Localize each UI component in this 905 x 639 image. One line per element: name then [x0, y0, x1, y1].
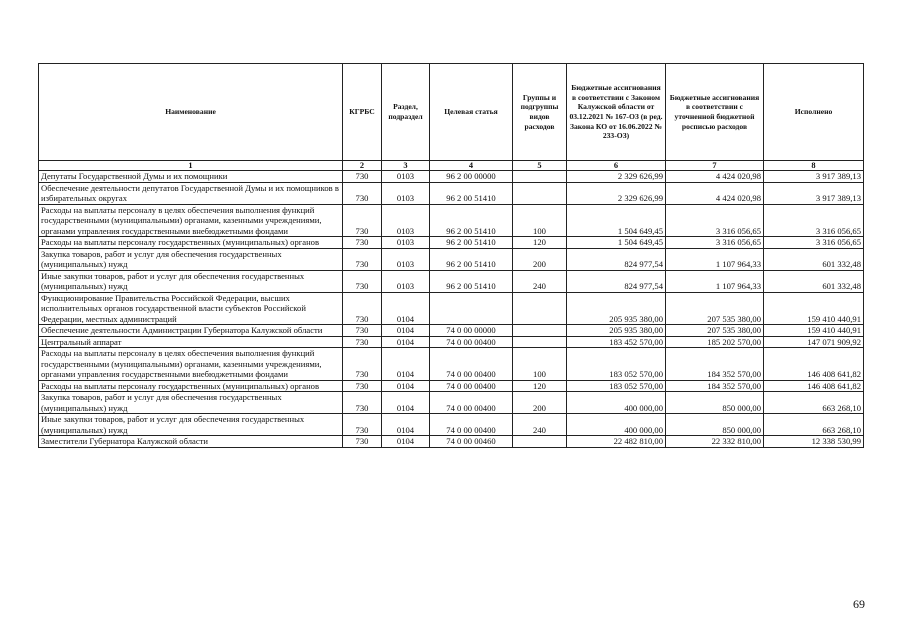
table-row — [39, 270, 864, 292]
row-kgrbs: 730 — [343, 348, 382, 381]
column-number: 8 — [764, 161, 864, 171]
table-row — [39, 392, 864, 414]
row-section: 0104 — [382, 336, 430, 348]
row-name: Обеспечение деятельности Администрации Губернатора Калужской области — [39, 325, 343, 337]
header-executed: Исполнено — [764, 64, 864, 161]
row-name: Иные закупки товаров, работ и услуг для обеспечения государственных (муниципальных) нужд — [39, 414, 343, 436]
header-kgrbs: КГРБС — [343, 64, 382, 161]
row-group — [513, 325, 567, 337]
row-section: 0104 — [382, 414, 430, 436]
row-name: Заместители Губернатора Калужской области — [39, 436, 343, 448]
row-target: 96 2 00 51410 — [430, 248, 513, 270]
row-law-allocation: 400 000,00 — [567, 414, 666, 436]
row-target: 74 0 00 00400 — [430, 380, 513, 392]
row-kgrbs: 730 — [343, 204, 382, 237]
row-group — [513, 292, 567, 325]
row-section: 0103 — [382, 171, 430, 183]
table-row — [39, 237, 864, 249]
table-row — [39, 325, 864, 337]
table-row — [39, 414, 864, 436]
budget-table — [38, 63, 864, 448]
row-name: Функционирование Правительства Российской Федерации, высших исполнительных органов государственной власти субъектов Российской Федерации, местных администраций — [39, 292, 343, 325]
page-number: 69 — [853, 597, 865, 611]
row-section: 0104 — [382, 380, 430, 392]
row-executed: 601 332,48 — [764, 248, 864, 270]
header-target: Целевая статья — [430, 64, 513, 161]
row-refined-allocation: 1 107 964,33 — [666, 248, 764, 270]
column-number: 6 — [567, 161, 666, 171]
column-number: 5 — [513, 161, 567, 171]
row-refined-allocation: 184 352 570,00 — [666, 380, 764, 392]
row-kgrbs: 730 — [343, 237, 382, 249]
row-executed: 12 338 530,99 — [764, 436, 864, 448]
header-section: Раздел, подраздел — [382, 64, 430, 161]
row-target: 74 0 00 00400 — [430, 348, 513, 381]
column-number: 1 — [39, 161, 343, 171]
row-group — [513, 436, 567, 448]
row-name: Расходы на выплаты персоналу в целях обеспечения выполнения функций государственными (муниципальными) органами, казенными учреждениями, органами управления государственными внебюджетными фондами — [39, 348, 343, 381]
table-row — [39, 336, 864, 348]
row-target: 74 0 00 00400 — [430, 414, 513, 436]
row-executed: 3 316 056,65 — [764, 204, 864, 237]
row-kgrbs: 730 — [343, 414, 382, 436]
row-refined-allocation: 207 535 380,00 — [666, 325, 764, 337]
row-law-allocation: 183 452 570,00 — [567, 336, 666, 348]
row-group — [513, 171, 567, 183]
row-kgrbs: 730 — [343, 182, 382, 204]
row-group: 240 — [513, 270, 567, 292]
row-section: 0104 — [382, 292, 430, 325]
table-row — [39, 182, 864, 204]
row-section: 0103 — [382, 237, 430, 249]
row-section: 0104 — [382, 348, 430, 381]
column-number: 4 — [430, 161, 513, 171]
row-law-allocation: 2 329 626,99 — [567, 182, 666, 204]
row-group: 100 — [513, 204, 567, 237]
row-executed: 146 408 641,82 — [764, 380, 864, 392]
row-name: Иные закупки товаров, работ и услуг для обеспечения государственных (муниципальных) нужд — [39, 270, 343, 292]
column-number-row — [39, 161, 864, 171]
row-name: Закупка товаров, работ и услуг для обеспечения государственных (муниципальных) нужд — [39, 248, 343, 270]
row-group: 240 — [513, 414, 567, 436]
row-executed: 159 410 440,91 — [764, 292, 864, 325]
row-executed: 146 408 641,82 — [764, 348, 864, 381]
row-law-allocation: 1 504 649,45 — [567, 237, 666, 249]
row-group: 120 — [513, 380, 567, 392]
row-law-allocation: 824 977,54 — [567, 248, 666, 270]
row-target: 96 2 00 51410 — [430, 182, 513, 204]
row-law-allocation: 2 329 626,99 — [567, 171, 666, 183]
row-kgrbs: 730 — [343, 171, 382, 183]
row-name: Расходы на выплаты персоналу в целях обеспечения выполнения функций государственными (муниципальными) органами, казенными учреждениями, органами управления государственными внебюджетными фондами — [39, 204, 343, 237]
table-row — [39, 204, 864, 237]
row-kgrbs: 730 — [343, 325, 382, 337]
row-section: 0103 — [382, 204, 430, 237]
row-section: 0103 — [382, 270, 430, 292]
row-law-allocation: 824 977,54 — [567, 270, 666, 292]
table-header-row — [39, 64, 864, 161]
header-group: Группы и подгруппы видов расходов — [513, 64, 567, 161]
row-section: 0104 — [382, 392, 430, 414]
row-refined-allocation: 4 424 020,98 — [666, 182, 764, 204]
column-number: 7 — [666, 161, 764, 171]
row-refined-allocation: 185 202 570,00 — [666, 336, 764, 348]
row-kgrbs: 730 — [343, 436, 382, 448]
row-name: Закупка товаров, работ и услуг для обеспечения государственных (муниципальных) нужд — [39, 392, 343, 414]
table-body — [39, 171, 864, 448]
row-group: 100 — [513, 348, 567, 381]
row-section: 0103 — [382, 182, 430, 204]
column-number: 2 — [343, 161, 382, 171]
row-target: 74 0 00 00000 — [430, 325, 513, 337]
row-name: Депутаты Государственной Думы и их помощники — [39, 171, 343, 183]
row-executed: 3 917 389,13 — [764, 171, 864, 183]
header-law-allocation: Бюджетные ассигнования в соответствии с Законом Калужской области от 03.12.2021 № 167-ОЗ (в ред. Закона КО от 16.06.2022 № 233-ОЗ) — [567, 64, 666, 161]
table-row — [39, 436, 864, 448]
row-executed: 3 316 056,65 — [764, 237, 864, 249]
row-executed: 159 410 440,91 — [764, 325, 864, 337]
row-refined-allocation: 850 000,00 — [666, 414, 764, 436]
row-group — [513, 182, 567, 204]
row-target: 74 0 00 00400 — [430, 392, 513, 414]
row-group: 120 — [513, 237, 567, 249]
row-law-allocation: 1 504 649,45 — [567, 204, 666, 237]
row-refined-allocation: 4 424 020,98 — [666, 171, 764, 183]
row-refined-allocation: 184 352 570,00 — [666, 348, 764, 381]
row-law-allocation: 183 052 570,00 — [567, 380, 666, 392]
row-law-allocation: 22 482 810,00 — [567, 436, 666, 448]
table-row — [39, 171, 864, 183]
row-section: 0103 — [382, 248, 430, 270]
row-refined-allocation: 1 107 964,33 — [666, 270, 764, 292]
row-target: 74 0 00 00460 — [430, 436, 513, 448]
row-refined-allocation: 3 316 056,65 — [666, 204, 764, 237]
row-kgrbs: 730 — [343, 270, 382, 292]
row-law-allocation: 205 935 380,00 — [567, 292, 666, 325]
row-target: 96 2 00 51410 — [430, 237, 513, 249]
row-target: 74 0 00 00400 — [430, 336, 513, 348]
row-executed: 663 268,10 — [764, 392, 864, 414]
row-kgrbs: 730 — [343, 292, 382, 325]
row-law-allocation: 183 052 570,00 — [567, 348, 666, 381]
row-section: 0104 — [382, 436, 430, 448]
table-row — [39, 380, 864, 392]
row-executed: 3 917 389,13 — [764, 182, 864, 204]
row-refined-allocation: 850 000,00 — [666, 392, 764, 414]
header-name: Наименование — [39, 64, 343, 161]
row-target: 96 2 00 51410 — [430, 204, 513, 237]
row-name: Центральный аппарат — [39, 336, 343, 348]
row-group: 200 — [513, 248, 567, 270]
row-group — [513, 336, 567, 348]
row-section: 0104 — [382, 325, 430, 337]
row-executed: 663 268,10 — [764, 414, 864, 436]
row-refined-allocation: 22 332 810,00 — [666, 436, 764, 448]
row-target: 96 2 00 51410 — [430, 270, 513, 292]
row-law-allocation: 400 000,00 — [567, 392, 666, 414]
table-row — [39, 248, 864, 270]
row-name: Расходы на выплаты персоналу государственных (муниципальных) органов — [39, 380, 343, 392]
row-kgrbs: 730 — [343, 392, 382, 414]
row-group: 200 — [513, 392, 567, 414]
row-refined-allocation: 3 316 056,65 — [666, 237, 764, 249]
row-executed: 147 071 909,92 — [764, 336, 864, 348]
row-law-allocation: 205 935 380,00 — [567, 325, 666, 337]
row-kgrbs: 730 — [343, 380, 382, 392]
table-row — [39, 348, 864, 381]
row-executed: 601 332,48 — [764, 270, 864, 292]
column-number: 3 — [382, 161, 430, 171]
row-kgrbs: 730 — [343, 248, 382, 270]
row-name: Обеспечение деятельности депутатов Государственной Думы и их помощников в избирательных округах — [39, 182, 343, 204]
header-refined-allocation: Бюджетные ассигнования в соответствии с уточненной бюджетной росписью расходов — [666, 64, 764, 161]
row-refined-allocation: 207 535 380,00 — [666, 292, 764, 325]
row-target — [430, 292, 513, 325]
row-target: 96 2 00 00000 — [430, 171, 513, 183]
table-row — [39, 292, 864, 325]
row-name: Расходы на выплаты персоналу государственных (муниципальных) органов — [39, 237, 343, 249]
row-kgrbs: 730 — [343, 336, 382, 348]
